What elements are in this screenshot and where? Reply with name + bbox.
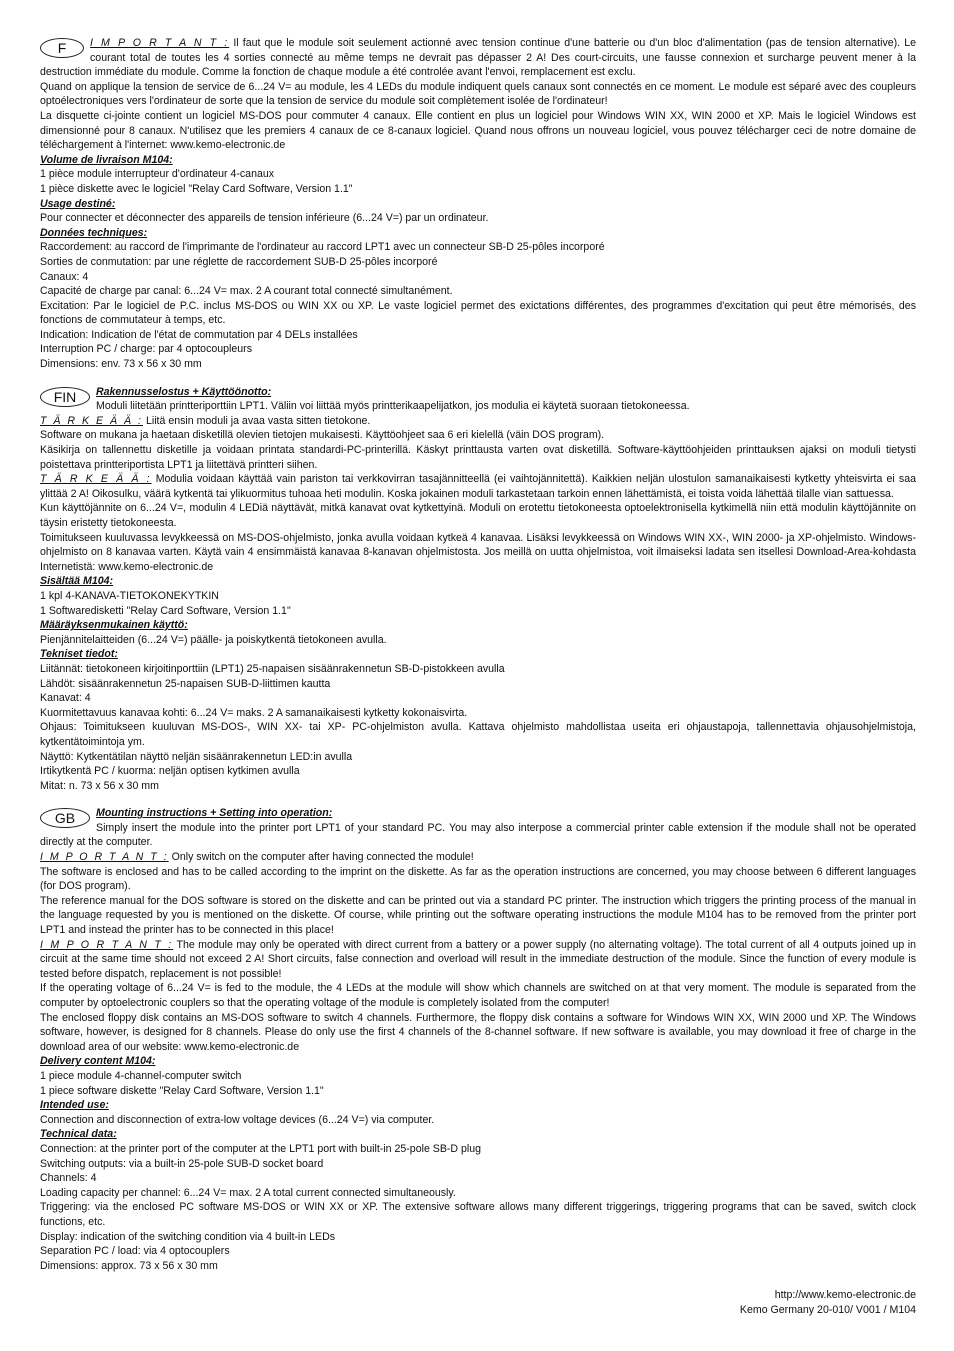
language-badge-fr: F — [40, 38, 84, 58]
fr-tech-item: Raccordement: au raccord de l'imprimante de l'ordinateur au raccord LPT1 avec un connecteur SB-D 25-pôles incorporé — [40, 241, 605, 254]
document-page — [40, 36, 916, 1273]
fr-tech-item: Dimensions: env. 73 x 56 x 30 mm — [40, 358, 202, 371]
fin-important-1 — [40, 414, 916, 429]
fin-tech-item: Ohjaus: Toimitukseen kuuluvan MS-DOS-, WIN XX- tai XP- PC-ohjelmiston avulla. Kattava ohjelmisto mahdollistaa useita eri ohjaustapoja, tallennettavia ohjausohjelmistoja, kytkentätoimintoja ym. — [40, 721, 916, 748]
fr-tech-item: Indication: Indication de l'état de commutation par 4 DELs installées — [40, 328, 358, 341]
fr-delivery-item: 1 pièce diskette avec le logiciel "Relay Card Software, Version 1.1" — [40, 182, 353, 195]
section-finnish — [40, 385, 916, 794]
gb-usage-heading: Intended use: — [40, 1099, 109, 1112]
fin-tech-item: Mitat: n. 73 x 56 x 30 mm — [40, 779, 159, 792]
fin-paragraph-1: Software on mukana ja haetaan disketillä olevien tietojen mukaisesti. Käyttöohjeet saa 6 eri kielellä (väin DOS program). — [40, 429, 605, 442]
gb-mount-text: Simply insert the module into the printer port LPT1 of your standard PC. You may also interpose a commercial printer cable extension if the module shall not be operated directly at the computer. — [40, 821, 916, 849]
fin-paragraph-4: Toimitukseen kuuluvassa levykkeessä on MS-DOS-ohjelmisto, jonka avulla voidaan kytkeä 4 kanavaa. Lisäksi levykkeessä on Windows WIN XX-, WIN 2000- ja XP-ohjelmisto. Windows-ohjelmisto on 8 kanavaa varten. Käytä vain 4 ensimmäistä kanavaa 8-kanavan ohjelmistosta. Jos meillä on uutta ohjelmistoa, voit ilmaiseksi ladata sen itsellesi Download-Area-kohdasta Internetistä: www.kemo-electronic.de — [40, 531, 916, 573]
fr-tech-item: Canaux: 4 — [40, 270, 89, 283]
gb-delivery-heading: Delivery content M104: — [40, 1055, 156, 1068]
gb-delivery-item: 1 piece software diskette "Relay Card Software, Version 1.1" — [40, 1084, 324, 1097]
fin-tech-item: Liitännät: tietokoneen kirjoitinporttiin (LPT1) 25-napaisen sisäänrakennetun SB-D-pistokkeen avulla — [40, 662, 505, 675]
fin-usage-heading: Määräyksenmukainen käyttö: — [40, 619, 188, 632]
fin-important-text: Modulia voidaan käyttää vain pariston tai verkkovirran tasajännitteellä (ei vaihtojännitettä). Kaikkien neljän ulostulon samanaikaisesti kytketty yhteisvirta ei saa ylittää 2 A! Oikosulku, väärä kytkentä tai ylikuormitus tuhoaa heti modulin. Koska jokainen moduli tarkastetaan tarkoin ennen lähettämistä, ei toista voida lähettää tilalle vian sattuessa. — [40, 473, 916, 500]
gb-paragraph-3: If the operating voltage of 6...24 V= is fed to the module, the 4 LEDs at the module will show which channels are switched on at that very moment. The module is separated from the computer by optoelectronic couplers so that the operating voltage of the module is completely isolated from the computer! — [40, 982, 916, 1009]
gb-tech-item: Channels: 4 — [40, 1172, 97, 1185]
fr-important-text: Il faut que le module soit seulement actionné avec tension continue d'une batterie ou d'un bloc d'alimentation (pas de tension alternative). Le courant total de toutes les 4 sorties connecté au même temps ne devrait pas dépasser 2 A! Des court-circuits, une fausse connexion et surcharge peuvent mener à la destruction immédiate du module. Comme la fonction de chaque module a été controlée avant l'envoi, remplacement est exclu. — [40, 37, 917, 79]
section-french — [40, 36, 916, 372]
fr-tech-item: Sorties de conmutation: par une réglette de raccordement SUB-D 25-pôles incorporé — [40, 255, 438, 268]
gb-usage-text: Connection and disconnection of extra-low voltage devices (6...24 V=) via computer. — [40, 1113, 435, 1126]
gb-important-1 — [40, 850, 916, 865]
language-badge-gb: GB — [40, 808, 90, 828]
fin-mount-heading: Rakennusselostus + Käyttöönotto: — [96, 385, 272, 398]
footer-reference: Kemo Germany 20-010/ V001 / M104 — [739, 1303, 916, 1316]
gb-important-2 — [40, 938, 916, 982]
gb-delivery-item: 1 piece module 4-channel-computer switch — [40, 1069, 242, 1082]
gb-tech-item: Triggering: via the enclosed PC software MS-DOS or WIN XX or XP. The extensive software allows many different triggerings, triggering programs that can be saved, switch clock functions, etc. — [40, 1201, 916, 1228]
gb-important-label: I M P O R T A N T : — [40, 938, 174, 951]
footer — [740, 1288, 916, 1317]
gb-paragraph-2: The reference manual for the DOS software is stored on the diskette and can be printed out via a standard PC printer. The instruction which triggers the printing process of the manual in the language requested by you is mentioned on the diskette. Of course, while printing out the software operating instructions the module M104 has to be removed from the printer port LPT1 and instead the printer has to be connected in this place! — [40, 894, 916, 937]
fin-tech-item: Lähdöt: sisäänrakennetun 25-napaisen SUB-D-liittimen kautta — [40, 677, 331, 690]
fin-important-2 — [40, 472, 916, 501]
fin-paragraph-2: Käsikirja on tallennettu disketille ja voidaan printata standardi-PC-printerillä. Käskyt printtausta varten ovat disketillä. Software-käyttöohjeiden printtauksen ajaksi on moduli tietysti poistettava printteriportista LPT1 ja liitettävä printteri siihen. — [40, 444, 916, 471]
fin-delivery-item: 1 kpl 4-KANAVA-TIETOKONEKYTKIN — [40, 589, 219, 602]
gb-mount-heading: Mounting instructions + Setting into operation: — [96, 807, 333, 820]
fin-tech-item: Kanavat: 4 — [40, 692, 91, 705]
fin-important-text: Liitä ensin moduli ja avaa vasta sitten tietokone. — [143, 414, 371, 427]
fr-tech-item: Excitation: Par le logiciel de P.C. inclus MS-DOS ou WIN XX ou XP. Le vaste logiciel permet des exictations différentes, des programmes d'excitation qui peut être mémorisés, des fonctions de commutateur à temps, etc. — [40, 299, 916, 327]
gb-tech-item: Loading capacity per channel: 6...24 V= max. 2 A total current connected simultaneously. — [40, 1186, 456, 1199]
footer-url: http://www.kemo-electronic.de — [774, 1289, 916, 1301]
fin-paragraph-3: Kun käyttöjännite on 6...24 V=, modulin 4 LEDiä näyttävät, mitkä kanavat ovat kytkettyinä. Moduli on erotettu tietokoneesta optoelektronisella kytkimellä niin että modulin käyttöjännite on täysin eristetty tietokoneesta. — [40, 502, 916, 529]
fr-tech-item: Capacité de charge par canal: 6...24 V= max. 2 A courant total connecté simultanément. — [40, 285, 453, 298]
fr-delivery-item: 1 pièce module interrupteur d'ordinateur 4-canaux — [40, 168, 275, 181]
fin-important-label: T Ä R K E Ä Ä : — [40, 414, 143, 427]
fin-mount-text: Moduli liitetään printteriporttiin LPT1. Väliin voi liittää myös printterikaapelijatkon, jos modulia ei käytetä suoraan tietokoneessa. — [96, 400, 690, 413]
fr-delivery-heading: Volume de livraison M104: — [40, 153, 173, 166]
gb-tech-item: Display: indication of the switching condition via 4 built-in LEDs — [40, 1230, 336, 1243]
gb-important-label: I M P O R T A N T : — [40, 851, 169, 864]
fr-paragraph-1: Quand on applique la tension de service de 6...24 V= au module, les 4 LEDs du module indiquent quels canaux sont connectés en ce moment. Le module est séparé avec des coupleurs optoélectroniques vers l'ordinateur de sorte que la tension de service du module soit complètement isolée de l'ordinateur! — [40, 80, 916, 108]
gb-paragraph-4: The enclosed floppy disk contains an MS-DOS software to switch 4 channels. Furthermore, the floppy disk contains a software for Windows WIN XX, WIN 2000 und XP. The Windows software, however, is designed for 8 channels. Please do only use the first 4 channels of the 8-channel software. If new software is available, you may download it free of charge in the download area of our website: www.kemo-electronic.de — [40, 1011, 916, 1053]
section-english — [40, 806, 916, 1273]
fin-delivery-heading: Sisältää M104: — [40, 575, 114, 588]
fin-important-label: T Ä R K E Ä Ä : — [40, 473, 152, 486]
fr-important-label: I M P O R T A N T : — [90, 37, 230, 49]
fr-paragraph-2: La disquette ci-jointe contient un logiciel MS-DOS pour commuter 4 canaux. Elle contient en plus un logiciel pour Windows WIN XX, WIN 2000 et XP. Mais le logiciel Windows est dimensionné pour 8 canaux. N'utilisez que les premiers 4 canaux de ce 8-canaux logiciel. Quand nous offrons un nouveau logiciel, vous pouvez télécharger ceci de notre domaine de téléchargement à l'internet: www.kemo-electronic.de — [40, 109, 916, 152]
fin-tech-item: Irtikytkentä PC / kuorma: neljän optisen kytkimen avulla — [40, 765, 300, 778]
fin-usage-text: Pienjännitelaitteiden (6...24 V=) päälle- ja poiskytkentä tietokoneen avulla. — [40, 633, 387, 646]
fr-tech-heading: Données techniques: — [40, 226, 148, 239]
gb-important-text: The module may only be operated with direct current from a battery or a power supply (no alternating voltage). The total current of all 4 outputs joined up in circuit at the same time should not exceed 2 A! Short circuits, false connection and overload will result in the immediate destruction of the module. Since the function of every module is tested before dispatch, replacement is not possible! — [40, 938, 916, 980]
fr-usage-heading: Usage destiné: — [40, 197, 116, 210]
gb-tech-heading: Technical data: — [40, 1128, 117, 1141]
gb-tech-item: Dimensions: approx. 73 x 56 x 30 mm — [40, 1259, 218, 1272]
gb-tech-item: Switching outputs: via a built-in 25-pole SUB-D socket board — [40, 1157, 324, 1170]
fin-tech-item: Näyttö: Kytkentätilan näyttö neljän sisäänrakennetun LED:in avulla — [40, 750, 353, 763]
fr-tech-item: Interruption PC / charge: par 4 optocoupleurs — [40, 343, 252, 356]
fin-tech-item: Kuormitettavuus kanavaa kohti: 6...24 V= maks. 2 A samanaikaisesti kytketty kokonaisvirta. — [40, 706, 468, 719]
fr-usage-text: Pour connecter et déconnecter des appareils de tension inférieure (6...24 V=) par un ordinateur. — [40, 212, 489, 225]
gb-important-text: Only switch on the computer after having connected the module! — [168, 851, 474, 864]
gb-tech-item: Separation PC / load: via 4 optocouplers — [40, 1245, 230, 1258]
gb-tech-item: Connection: at the printer port of the computer at the LPT1 port with built-in 25-pole SB-D plug — [40, 1142, 482, 1155]
fin-tech-heading: Tekniset tiedot: — [40, 648, 118, 661]
gb-paragraph-1: The software is enclosed and has to be called according to the imprint on the diskette. As far as the operation instructions are concerned, you may choose between 6 different languages (for DOS program). — [40, 865, 916, 893]
fin-delivery-item: 1 Softwaredisketti "Relay Card Software, Version 1.1" — [40, 604, 291, 617]
fr-important — [40, 36, 916, 80]
language-badge-fin: FIN — [40, 387, 90, 407]
